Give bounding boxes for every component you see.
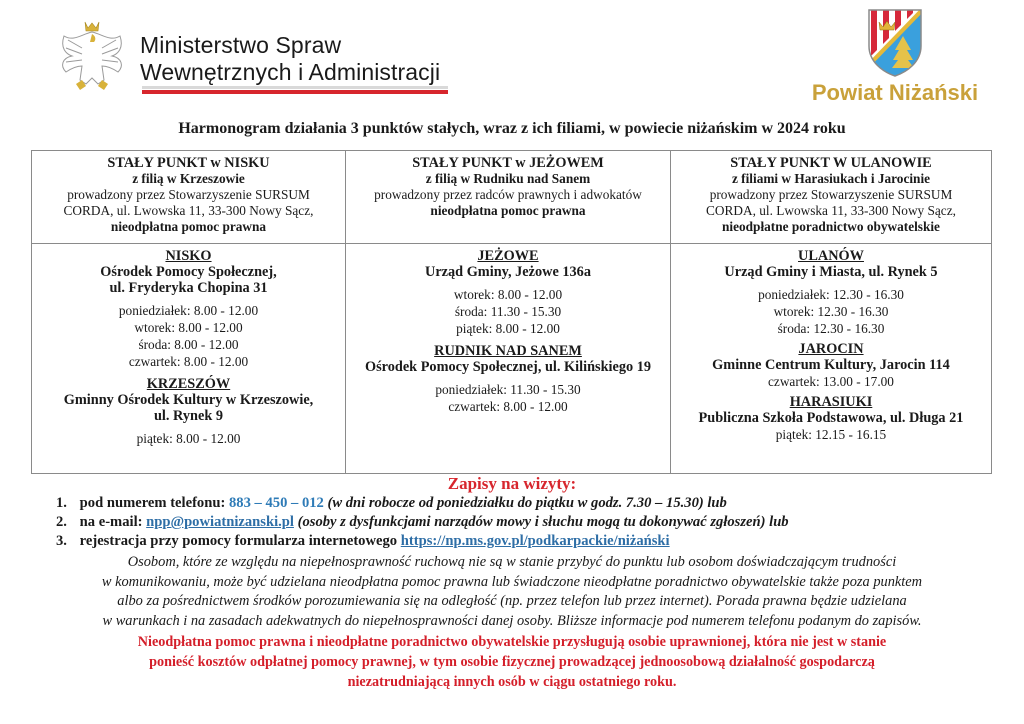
opening-hours: czwartek: 13.00 - 17.00	[768, 374, 894, 389]
item-label: pod numerem telefonu:	[79, 495, 226, 511]
location-krzeszow	[36, 376, 341, 447]
point-subheading: z filią w Krzeszowie	[132, 171, 245, 186]
registration-form-link[interactable]: https://np.ms.gov.pl/podkarpackie/niżański	[400, 533, 670, 549]
location-name: JAROCIN	[798, 341, 864, 357]
note-line: w warunkach i na zasadach adekwatnych do niepełnosprawności danej osoby. Bliższe informacje pod numerem telefonu podanym do zapisów.	[102, 612, 922, 629]
point-operator: prowadzony przez Stowarzyszenie SURSUM CORDA, ul. Lwowska 11, 33-300 Nowy Sącz,	[706, 187, 956, 218]
location-name: JEŻOWE	[477, 248, 539, 264]
column-header-jezowe	[346, 151, 671, 244]
registration-item-phone	[56, 494, 789, 513]
ministry-logo	[52, 14, 452, 98]
ministry-name-line1: Ministerstwo Spraw	[140, 32, 342, 58]
accessibility-note	[0, 553, 1024, 631]
opening-hours: środa: 8.00 - 12.00	[138, 337, 239, 352]
location-nisko	[36, 248, 341, 370]
location-address: Publiczna Szkoła Podstawowa, ul. Długa 21	[698, 410, 964, 426]
point-heading: STAŁY PUNKT w NISKU	[107, 155, 270, 171]
registration-item-email	[56, 513, 789, 532]
location-name: HARASIUKI	[789, 394, 873, 410]
flag-stripe	[142, 86, 448, 94]
note-line: w komunikowaniu, może być udzielana nieodpłatna pomoc prawna lub świadczone nieodpłatne poradnictwo obywatelskie także poza punktem	[101, 573, 923, 590]
schedule-body-row	[32, 244, 992, 474]
location-jezowe	[350, 248, 666, 337]
white-eagle-emblem-icon	[52, 14, 132, 98]
ministry-name	[140, 32, 440, 86]
email-link[interactable]: npp@powiatnizanski.pl	[146, 514, 294, 530]
location-name: RUDNIK NAD SANEM	[434, 343, 582, 359]
location-address: ul. Rynek 9	[153, 408, 223, 424]
note-line: niezatrudniającą innych osób w ciągu ostatniego roku.	[347, 674, 677, 690]
location-rudnik-nad-sanem	[350, 343, 666, 415]
item-label: na e-mail:	[79, 514, 143, 530]
document-title: Harmonogram działania 3 punktów stałych, wraz z ich filiami, w powiecie niżańskim w 2024 roku	[178, 120, 846, 137]
schedule-table	[31, 150, 992, 474]
column-body-nisko	[32, 244, 346, 474]
point-service-type: nieodpłatna pomoc prawna	[430, 203, 586, 218]
note-line: Nieodpłatna pomoc prawna i nieodpłatne poradnictwo obywatelskie przysługują osobie uprawnionej, która nie jest w stanie	[137, 634, 887, 650]
location-address: Gminne Centrum Kultury, Jarocin 114	[712, 357, 950, 373]
point-subheading: z filiami w Harasiukach i Jarocinie	[731, 171, 931, 186]
item-number: 2.	[56, 514, 67, 530]
location-name: KRZESZÓW	[146, 376, 231, 392]
point-heading: STAŁY PUNKT w JEŻOWEM	[412, 155, 604, 171]
phone-number-link[interactable]: 883 – 450 – 012	[228, 495, 324, 511]
opening-hours: poniedziałek: 11.30 - 15.30	[435, 382, 581, 397]
opening-hours: środa: 12.30 - 16.30	[777, 321, 885, 336]
item-label: rejestracja przy pomocy formularza internetowego	[79, 533, 398, 549]
point-operator: prowadzony przez radców prawnych i adwokatów	[374, 187, 642, 202]
opening-hours: czwartek: 8.00 - 12.00	[128, 354, 249, 369]
opening-hours: wtorek: 12.30 - 16.30	[773, 304, 889, 319]
location-address: Urząd Gminy i Miasta, ul. Rynek 5	[724, 264, 938, 280]
opening-hours: wtorek: 8.00 - 12.00	[453, 287, 563, 302]
column-header-nisko	[32, 151, 346, 244]
document-header	[0, 0, 1024, 110]
note-line: Osobom, które ze względu na niepełnosprawność ruchową nie są w stanie przybyć do punktu lub osobom doświadczającym trudności	[127, 554, 897, 570]
location-address: ul. Fryderyka Chopina 31	[109, 280, 268, 296]
county-coat-of-arms-icon	[865, 6, 925, 78]
point-heading: STAŁY PUNKT W ULANOWIE	[730, 155, 932, 171]
location-ulanow	[675, 248, 987, 337]
location-name: ULANÓW	[798, 248, 864, 264]
point-subheading: z filią w Rudniku nad Sanem	[425, 171, 591, 186]
column-body-ulanow	[671, 244, 992, 474]
location-address: Urząd Gminy, Jeżowe 136a	[425, 264, 591, 280]
location-address: Gminny Ośrodek Kultury w Krzeszowie,	[63, 392, 314, 408]
item-note: (osoby z dysfunkcjami narządów mowy i słuchu mogą tu dokonywać zgłoszeń) lub	[297, 514, 789, 530]
schedule-header-row	[32, 151, 992, 244]
item-number: 1.	[56, 495, 67, 511]
opening-hours: piątek: 12.15 - 16.15	[775, 427, 887, 442]
ministry-name-line2: Wewnętrznych i Administracji	[140, 59, 441, 85]
opening-hours: wtorek: 8.00 - 12.00	[134, 320, 243, 335]
opening-hours: piątek: 8.00 - 12.00	[456, 321, 560, 336]
item-note: (w dni robocze od poniedziałku do piątku w godz. 7.30 – 15.30) lub	[327, 495, 727, 511]
opening-hours: czwartek: 8.00 - 12.00	[448, 399, 568, 414]
column-body-jezowe	[346, 244, 671, 474]
note-line: ponieść kosztów odpłatnej pomocy prawnej, w tym osobie fizycznej prowadzącej jednoosobową działalność gospodarczą	[149, 654, 875, 670]
county-name: Powiat Niżański	[811, 80, 979, 105]
location-harasiuki	[675, 394, 987, 443]
opening-hours: poniedziałek: 8.00 - 12.00	[118, 303, 259, 318]
eligibility-note	[40, 632, 984, 692]
location-address: Ośrodek Pomocy Społecznej, ul. Kilińskiego 19	[364, 359, 652, 375]
location-address: Ośrodek Pomocy Społecznej,	[100, 264, 277, 280]
registration-list	[56, 494, 789, 551]
registration-heading: Zapisy na wizyty:	[447, 474, 577, 493]
opening-hours: piątek: 8.00 - 12.00	[136, 431, 241, 446]
location-jarocin	[675, 341, 987, 390]
location-name: NISKO	[165, 248, 212, 264]
opening-hours: poniedziałek: 12.30 - 16.30	[758, 287, 904, 302]
opening-hours: środa: 11.30 - 15.30	[454, 304, 562, 319]
registration-item-web-form	[56, 532, 789, 551]
county-logo	[800, 6, 990, 106]
point-service-type: nieodpłatna pomoc prawna	[110, 219, 267, 234]
point-operator: prowadzony przez Stowarzyszenie SURSUM CORDA, ul. Lwowska 11, 33-300 Nowy Sącz,	[63, 187, 314, 218]
column-header-ulanow	[671, 151, 992, 244]
item-number: 3.	[56, 533, 67, 549]
note-line: albo za pośrednictwem środków porozumiewania się na odległość (np. przez telefon lub przez internet). Porada prawna będzie udzielana	[117, 593, 907, 610]
point-service-type: nieodpłatne poradnictwo obywatelskie	[722, 219, 940, 234]
